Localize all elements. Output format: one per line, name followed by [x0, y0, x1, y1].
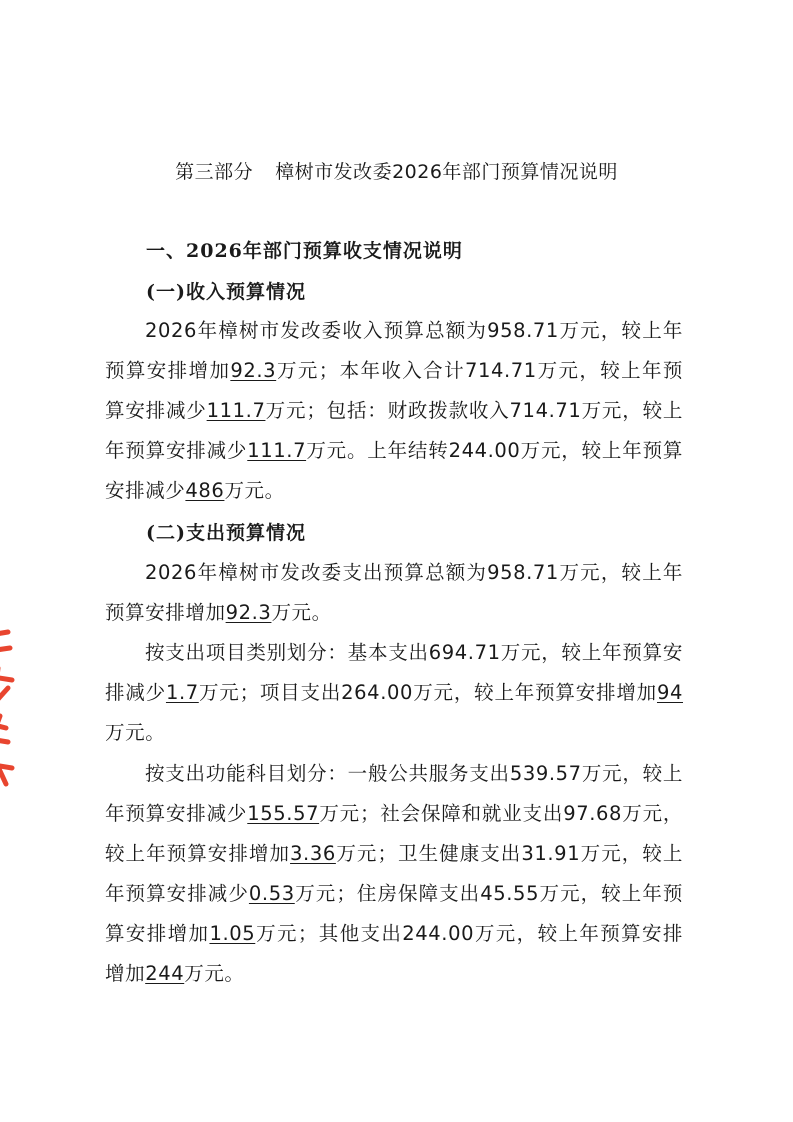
expense-heading: (二)支出预算情况: [146, 522, 306, 544]
expense-category-paragraph: 按支出项目类别划分：基本支出694.71万元，较上年预算安排减少1.7万元；项目支出264.00万元，较上年预算安排增加94万元。: [105, 641, 683, 744]
expense-increase-value: 92.3: [225, 601, 272, 624]
housing-increase-value: 1.05: [209, 922, 256, 945]
carryover-decrease-value: 486: [185, 479, 225, 502]
income-decrease-value: 111.7: [206, 399, 266, 422]
basic-decrease-value: 1.7: [165, 681, 199, 704]
other-increase-value: 244: [145, 962, 185, 985]
red-seal-stamp: [0, 618, 26, 788]
public-service-decrease-value: 155.57: [247, 802, 320, 825]
title-part: 第三部分: [175, 161, 254, 183]
income-paragraph: 2026年樟树市发改委收入预算总额为958.71万元，较上年预算安排增加92.3万元；本年收入合计714.71万元，较上年预算安排减少111.7万元；包括：财政拨款收入714.71万元，较上年预算安排减少111.7万元。上年结转244.00万元，较上年预算安排减少486万元。: [105, 319, 683, 502]
page-title: [0, 157, 793, 184]
title-name: 樟树市发改委2026年部门预算情况说明: [275, 161, 618, 183]
expense-total-paragraph: 2026年樟树市发改委支出预算总额为958.71万元，较上年预算安排增加92.3万元。: [105, 561, 683, 624]
social-security-increase-value: 3.36: [290, 842, 336, 865]
section-heading: 一、2026年部门预算收支情况说明: [146, 240, 463, 262]
project-increase-value: 94: [656, 681, 683, 704]
income-increase-value: 92.3: [230, 359, 277, 382]
income-heading: (一)收入预算情况: [146, 281, 306, 303]
fiscal-decrease-value: 111.7: [247, 439, 307, 462]
health-decrease-value: 0.53: [248, 882, 295, 905]
expense-function-paragraph: 按支出功能科目划分：一般公共服务支出539.57万元，较上年预算安排减少155.57万元；社会保障和就业支出97.68万元，较上年预算安排增加3.36万元；卫生健康支出31.91万元，较上年预算安排减少0.53万元；住房保障支出45.55万元，较上年预算安排增加1.05万元；其他支出244.00万元，较上年预算安排增加244万元。: [105, 762, 683, 985]
